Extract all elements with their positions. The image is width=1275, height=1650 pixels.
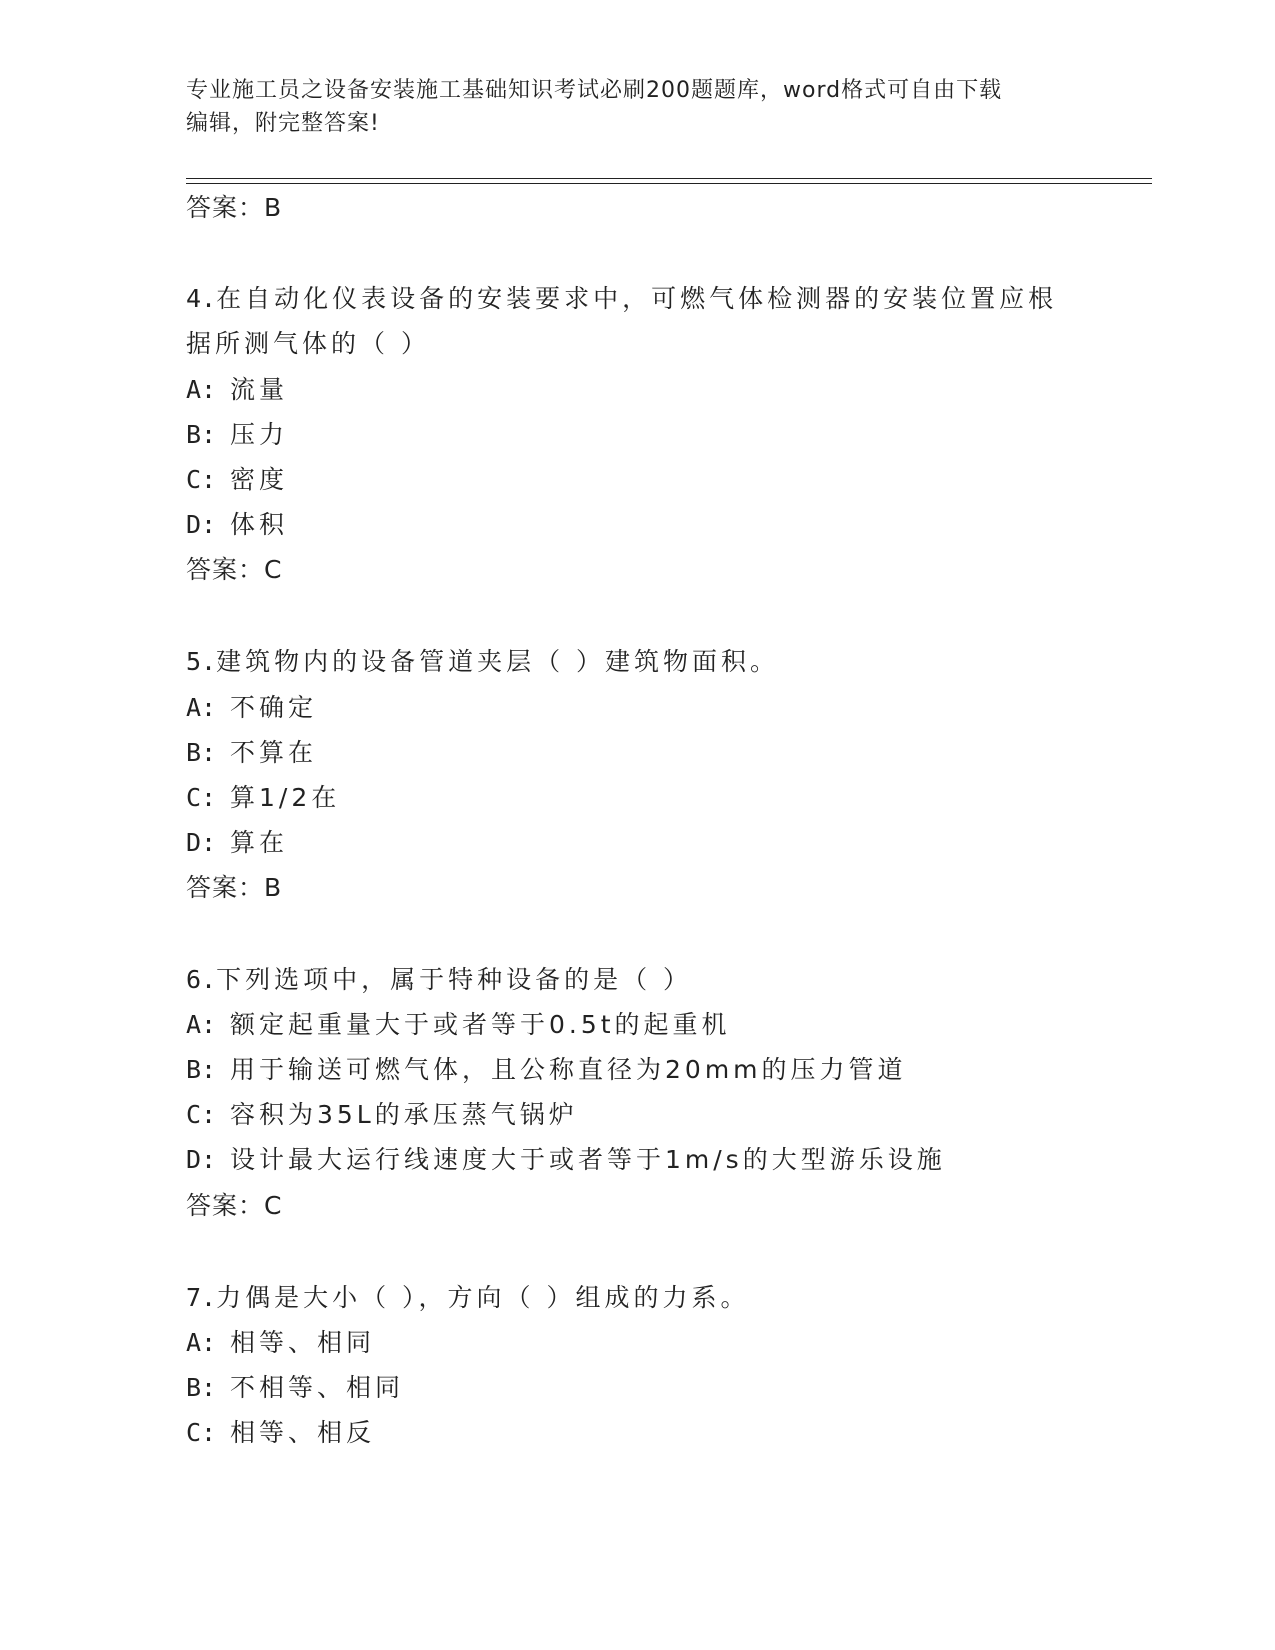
option-d: D: 设计最大运行线速度大于或者等于1m/s的大型游乐设施: [186, 1145, 946, 1174]
question-text: 在自动化仪表设备的安装要求中，可燃气体检测器的安装位置应根: [216, 284, 1058, 313]
option-c: C: 相等、相反: [186, 1418, 376, 1447]
answer-line: 答案：B: [186, 873, 283, 902]
option-d: D: 体积: [186, 510, 289, 539]
question-number: 4.: [186, 284, 217, 313]
option-b: B: 不算在: [186, 738, 318, 767]
document-header: [186, 74, 1066, 140]
option-c: C: 算1/2在: [186, 783, 341, 812]
question-number: 7.: [186, 1283, 217, 1312]
option-c: C: 容积为35L的承压蒸气锅炉: [186, 1100, 578, 1129]
option-b: B: 不相等、相同: [186, 1373, 405, 1402]
question-text: 下列选项中，属于特种设备的是（ ）: [216, 965, 693, 994]
question-number: 5.: [186, 647, 217, 676]
header-line-2: 编辑，附完整答案!: [186, 111, 380, 136]
question-number: 6.: [186, 965, 217, 994]
answer-prefix: 答案：: [186, 193, 265, 222]
answer-line: [186, 190, 282, 226]
question-text: 建筑物内的设备管道夹层（ ）建筑物面积。: [216, 647, 780, 676]
answer-line: 答案：C: [186, 1191, 283, 1220]
question-stem-continued: 据所测气体的（ ）: [186, 329, 430, 358]
question-stem: [186, 644, 779, 680]
option-a: A: 相等、相同: [186, 1328, 376, 1357]
header-rule-top: [186, 178, 1152, 179]
option-c: C: 密度: [186, 465, 289, 494]
option-a: A: 额定起重量大于或者等于0.5t的起重机: [186, 1010, 731, 1039]
answer-line: 答案：C: [186, 555, 283, 584]
answer-value: C: [264, 1191, 283, 1220]
answer-value: B: [264, 193, 283, 222]
option-d: D: 算在: [186, 828, 289, 857]
question-stem: [186, 281, 1057, 317]
question-stem: [186, 1280, 750, 1316]
option-b: B: 用于输送可燃气体，且公称直径为20mm的压力管道: [186, 1055, 907, 1084]
question-stem: [186, 962, 692, 998]
answer-value: B: [264, 873, 283, 902]
option-a: A: 流量: [186, 375, 289, 404]
header-rule-bottom: [186, 183, 1152, 184]
option-b: B: 压力: [186, 420, 289, 449]
header-line-1: 专业施工员之设备安装施工基础知识考试必刷200题题库，word格式可自由下载: [186, 78, 1003, 103]
answer-value: C: [264, 555, 283, 584]
question-text: 力偶是大小（ ），方向（ ）组成的力系。: [216, 1283, 750, 1312]
option-a: A: 不确定: [186, 693, 318, 722]
